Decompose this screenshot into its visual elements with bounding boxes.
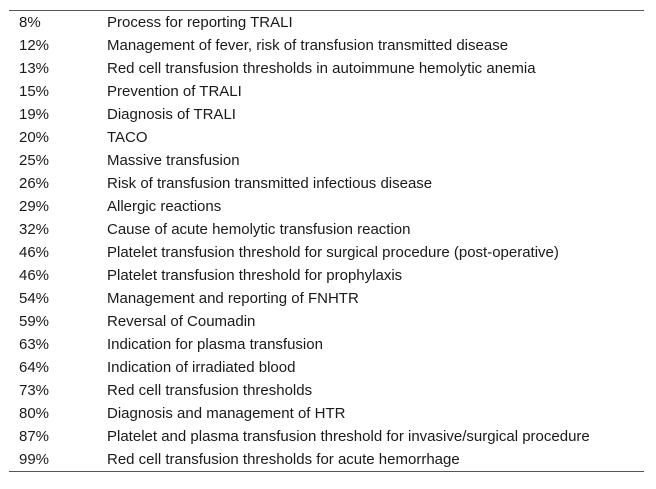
table-row [9, 149, 644, 172]
percent-cell: 19% [19, 106, 50, 123]
table-row [9, 11, 644, 34]
table-row [9, 218, 644, 241]
table-row [9, 379, 644, 402]
percent-cell: 64% [19, 359, 50, 376]
table-row [9, 57, 644, 80]
table-row [9, 80, 644, 103]
description-cell: TACO [107, 129, 148, 146]
percent-cell: 46% [19, 267, 50, 284]
description-cell: Process for reporting TRALI [107, 14, 293, 31]
percent-cell: 15% [19, 83, 50, 100]
description-cell: Management and reporting of FNHTR [107, 290, 359, 307]
description-cell: Cause of acute hemolytic transfusion reaction [107, 221, 411, 238]
description-cell: Red cell transfusion thresholds [107, 382, 313, 399]
table-row [9, 333, 644, 356]
percent-cell: 12% [19, 37, 50, 54]
percent-cell: 26% [19, 175, 50, 192]
percent-cell: 46% [19, 244, 50, 261]
description-cell: Indication of irradiated blood [107, 359, 296, 376]
description-cell: Management of fever, risk of transfusion transmitted disease [107, 37, 509, 54]
table-row [9, 425, 644, 448]
description-cell: Allergic reactions [107, 198, 222, 215]
description-cell: Platelet and plasma transfusion threshold for invasive/surgical procedure [107, 428, 590, 445]
results-table [9, 11, 644, 471]
table-row [9, 310, 644, 333]
percent-cell: 80% [19, 405, 50, 422]
percent-cell: 13% [19, 60, 50, 77]
table-row [9, 241, 644, 264]
percent-cell: 87% [19, 428, 50, 445]
table-row [9, 287, 644, 310]
percent-cell: 8% [19, 14, 41, 31]
table-row [9, 172, 644, 195]
percent-cell: 73% [19, 382, 50, 399]
description-cell: Risk of transfusion transmitted infectious disease [107, 175, 433, 192]
description-cell: Diagnosis and management of HTR [107, 405, 346, 422]
table-body [9, 11, 644, 471]
table-row [9, 195, 644, 218]
percent-cell: 29% [19, 198, 50, 215]
description-cell: Red cell transfusion thresholds in autoimmune hemolytic anemia [107, 60, 536, 77]
percent-cell: 54% [19, 290, 50, 307]
description-cell: Red cell transfusion thresholds for acute hemorrhage [107, 451, 460, 468]
results-table-container [9, 10, 644, 472]
description-cell: Massive transfusion [107, 152, 240, 169]
description-cell: Platelet transfusion threshold for prophylaxis [107, 267, 403, 284]
percent-cell: 25% [19, 152, 50, 169]
percent-cell: 59% [19, 313, 50, 330]
description-cell: Indication for plasma transfusion [107, 336, 323, 353]
table-row [9, 448, 644, 471]
table-row [9, 264, 644, 287]
percent-cell: 20% [19, 129, 50, 146]
description-cell: Prevention of TRALI [107, 83, 242, 100]
table-row [9, 402, 644, 425]
description-cell: Diagnosis of TRALI [107, 106, 236, 123]
table-row [9, 356, 644, 379]
percent-cell: 32% [19, 221, 50, 238]
table-row [9, 34, 644, 57]
table-row [9, 103, 644, 126]
description-cell: Reversal of Coumadin [107, 313, 256, 330]
table-row [9, 126, 644, 149]
percent-cell: 63% [19, 336, 50, 353]
percent-cell: 99% [19, 451, 50, 468]
description-cell: Platelet transfusion threshold for surgical procedure (post-operative) [107, 244, 559, 261]
